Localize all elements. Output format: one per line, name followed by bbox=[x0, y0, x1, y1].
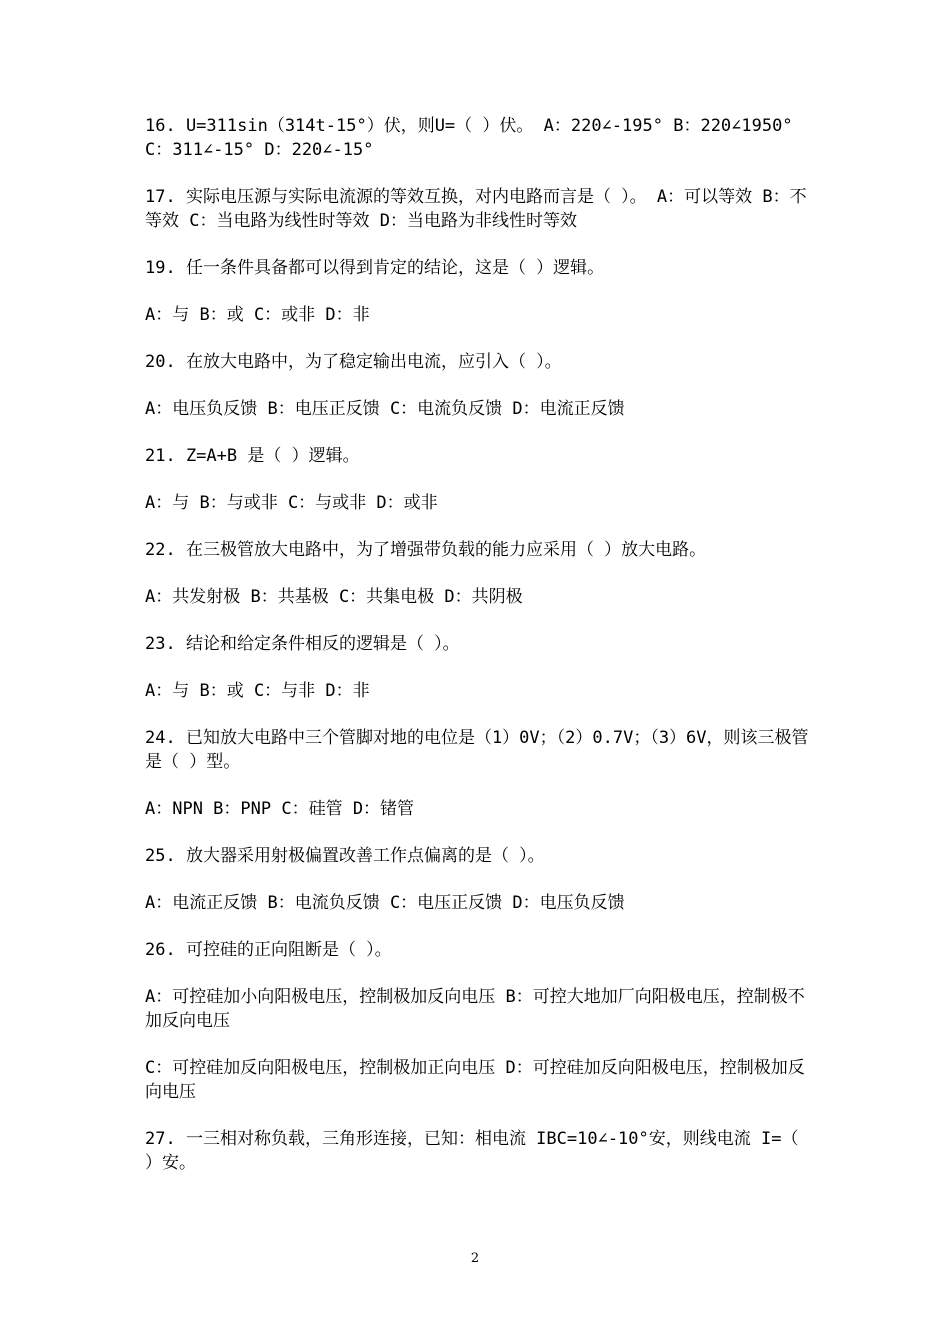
question-26: 26. 可控硅的正向阻断是（ ）。 bbox=[145, 940, 392, 960]
question-16: 16. U=311sin（314t-15°）伏，则U=（ ）伏。 A：220∠-195° B：220∠1950° C：311∠-15° D：220∠-15° bbox=[145, 116, 793, 160]
question-list bbox=[145, 114, 810, 1198]
question-21-options: A：与 B：与或非 C：与或非 D：或非 bbox=[145, 493, 438, 513]
question-20-options: A：电压负反馈 B：电压正反馈 C：电流负反馈 D：电流正反馈 bbox=[145, 399, 625, 419]
question-25: 25. 放大器采用射极偏置改善工作点偏离的是（ ）。 bbox=[145, 846, 545, 866]
question-24-options: A：NPN B：PNP C：硅管 D：锗管 bbox=[145, 799, 415, 819]
question-22: 22. 在三极管放大电路中，为了增强带负载的能力应采用（ ）放大电路。 bbox=[145, 540, 707, 560]
question-24: 24. 已知放大电路中三个管脚对地的电位是（1）0V；（2）0.7V；（3）6V，则该三极管是（ ）型。 bbox=[145, 728, 809, 772]
question-21: 21. Z=A+B 是（ ）逻辑。 bbox=[145, 446, 360, 466]
question-26-options-ab: A：可控硅加小向阳极电压，控制极加反向电压 B：可控大地加厂向阳极电压，控制极不加反向电压 bbox=[145, 987, 805, 1031]
question-17: 17. 实际电压源与实际电流源的等效互换，对内电路而言是（ ）。 A：可以等效 B：不等效 C：当电路为线性时等效 D：当电路为非线性时等效 bbox=[145, 187, 807, 231]
question-19: 19. 任一条件具备都可以得到肯定的结论，这是（ ）逻辑。 bbox=[145, 258, 605, 278]
question-19-options: A：与 B：或 C：或非 D：非 bbox=[145, 305, 370, 325]
question-26-options-cd: C：可控硅加反向阳极电压，控制极加正向电压 D：可控硅加反向阳极电压，控制极加反向电压 bbox=[145, 1058, 805, 1102]
page-number: 2 bbox=[470, 1251, 480, 1266]
question-22-options: A：共发射极 B：共基极 C：共集电极 D：共阴极 bbox=[145, 587, 523, 607]
question-25-options: A：电流正反馈 B：电流负反馈 C：电压正反馈 D：电压负反馈 bbox=[145, 893, 625, 913]
question-27: 27. 一三相对称负载，三角形连接，已知：相电流 IBC=10∠-10°安，则线电流 I=（ ）安。 bbox=[145, 1129, 799, 1173]
question-20: 20. 在放大电路中，为了稳定输出电流，应引入（ ）。 bbox=[145, 352, 562, 372]
question-23: 23. 结论和给定条件相反的逻辑是（ ）。 bbox=[145, 634, 460, 654]
question-23-options: A：与 B：或 C：与非 D：非 bbox=[145, 681, 370, 701]
